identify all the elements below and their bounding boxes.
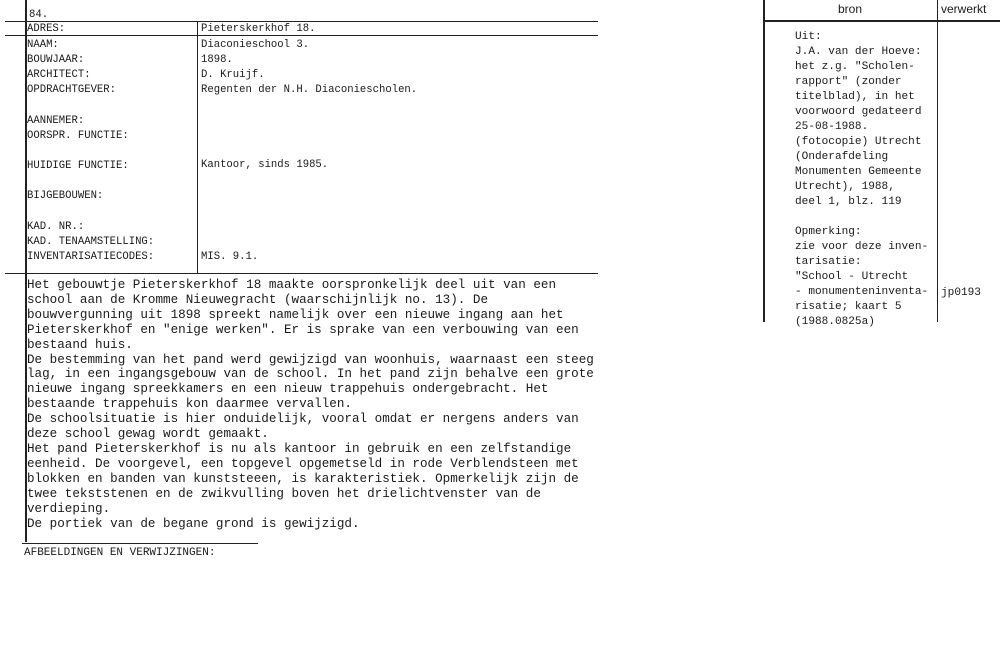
column-divider — [197, 22, 198, 274]
field-label-naam: NAAM: — [27, 39, 59, 51]
field-label-bijgebouwen: BIJGEBOUWEN: — [27, 190, 104, 202]
field-value-naam: Diaconieschool 3. — [201, 39, 310, 51]
field-label-oorspr-functie: OORSPR. FUNCTIE: — [27, 130, 129, 142]
field-value-inventarisatiecodes: MIS. 9.1. — [201, 251, 259, 263]
field-value-architect: D. Kruijf. — [201, 69, 265, 81]
source-text: Uit: J.A. van der Hoeve: het z.g. "Scholen- rapport" (zonder titelblad), in het voorwoord gedateerd 25-08-1988. (fotocopie) Utrecht (Onderafdeling Monumenten Gemeente Utrecht), 1988, deel 1, blz. 119 Opmerking: zie voor deze inven- tarisatie: "School - Utrecht - monumenteninventa- risatie; kaart 5 (1988.0825a) — [795, 31, 929, 328]
field-label-inventarisatiecodes: INVENTARISATIECODES: — [27, 251, 155, 263]
field-value-adres: Pieterskerkhof 18. — [201, 23, 316, 35]
field-label-opdrachtgever: OPDRACHTGEVER: — [27, 84, 117, 96]
field-label-adres: ADRES: — [27, 23, 66, 35]
field-value-opdrachtgever: Regenten der N.H. Diaconiescholen. — [201, 84, 418, 96]
field-label-kad-nr: KAD. NR.: — [27, 221, 85, 233]
images-heading: AFBEELDINGEN EN VERWIJZINGEN: — [24, 547, 216, 559]
record-number: 84. — [29, 9, 49, 21]
header-verwerkt: verwerkt — [941, 2, 987, 16]
field-label-aannemer: AANNEMER: — [27, 115, 85, 127]
source-header-rule — [763, 20, 1000, 22]
fields-bottom-rule — [5, 273, 598, 274]
field-value-huidige-functie: Kantoor, sinds 1985. — [201, 159, 329, 171]
header-bron: bron — [838, 2, 863, 16]
field-value-bouwjaar: 1898. — [201, 54, 233, 66]
field-label-bouwjaar: BOUWJAAR: — [27, 54, 85, 66]
field-label-kad-tenaamstelling: KAD. TENAAMSTELLING: — [27, 236, 155, 248]
description-bottom-rule — [22, 543, 258, 544]
field-label-huidige-functie: HUIDIGE FUNCTIE: — [27, 160, 129, 172]
description-text: Het gebouwtje Pieterskerkhof 18 maakte oorspronkelijk deel uit van een school aan de Kromme Nieuwegracht (waarschijnlijk no. 13). De bouwvergunning uit 1898 spreekt namelijk over een nieuwe ingang aan het Pieterskerkhof en "enige werken". Er is sprake van een verbouwing van een bestaand huis. De bestemming van het pand werd gewijzigd van woonhuis, waarnaast een steeg lag, in een ingangsgebouw van de school. In het pand zijn behalve een grote nieuwe ingang spreekkamers en een nieuw trappehuis ondergebracht. Het bestaande trappehuis kon daarmee vervallen. De schoolsituatie is hier onduidelijk, vooral omdat er nergens anders van deze school gewag wordt gemaakt. Het pand Pieterskerkhof is nu als kantoor in gebruik en een zelfstandige eenheid. De voorgevel, een topgevel opgemetseld in rode Verblendsteen met blokken en banden van kunststeeen, is karakteristiek. Opmerkelijk zijn de twee tekststenen en de zwikvulling boven het drielichtvenster van de verdieping. De portiek van de begane grond is gewijzigd. — [27, 278, 594, 531]
source-panel-divider — [937, 0, 938, 322]
verwerkt-code: jp0193 — [941, 287, 981, 299]
source-panel-left-rule — [763, 0, 765, 322]
field-label-architect: ARCHITECT: — [27, 69, 91, 81]
